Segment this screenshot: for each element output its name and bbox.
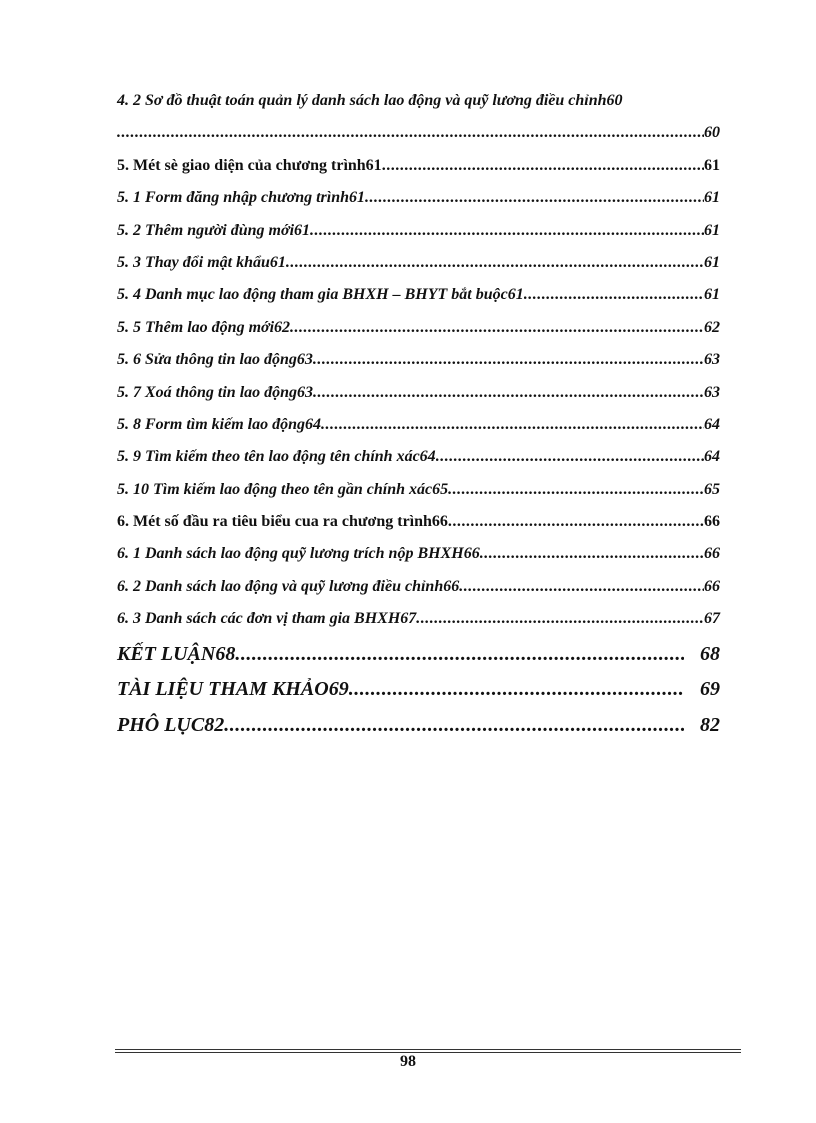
toc-entry xyxy=(117,92,720,124)
toc-entry xyxy=(117,481,720,513)
table-of-contents xyxy=(117,92,720,749)
toc-leader-dots xyxy=(382,157,704,175)
toc-entry-title: 6. 3 Danh sách các đơn vị tham gia BHXH67 xyxy=(117,610,417,628)
toc-entry-title: 5. 2 Thêm người đùng mới61 xyxy=(117,221,311,239)
toc-entry xyxy=(117,286,720,318)
toc-leader-dots xyxy=(480,545,704,563)
toc-entry xyxy=(117,678,720,714)
toc-entry-title: 5. 8 Form tìm kiếm lao động64 xyxy=(117,415,322,433)
toc-entry-title: 5. 4 Danh mục lao động tham gia BHXH – BHYT bắt buộc61 xyxy=(117,286,524,304)
toc-leader-dots xyxy=(416,610,704,628)
toc-leader-dots xyxy=(321,416,704,434)
toc-entry-page: 62 xyxy=(704,318,720,336)
toc-entry-title: PHÔ LỤC82 xyxy=(117,713,225,736)
toc-leader-dots xyxy=(235,643,684,666)
toc-entry-title: 6. 2 Danh sách lao động và quỹ lương điều chỉnh66 xyxy=(117,577,460,595)
toc-entry xyxy=(117,416,720,448)
toc-entry-title: 5. 5 Thêm lao động mới62 xyxy=(117,318,291,336)
toc-leader-dots xyxy=(459,578,704,596)
toc-entry xyxy=(117,578,720,610)
toc-entry xyxy=(117,189,720,221)
toc-entry xyxy=(117,513,720,545)
toc-entry-title: 5. 3 Thay đổi mật khẩu61 xyxy=(117,253,286,271)
toc-leader-dots xyxy=(436,448,704,466)
toc-entry-title: 5. 7 Xoá thông tin lao động63 xyxy=(117,383,314,401)
toc-leader-dots xyxy=(349,678,684,701)
toc-leader-dots xyxy=(365,189,704,207)
toc-entry-page: 82 xyxy=(700,713,720,736)
toc-entry-title: 5. 6 Sửa thông tin lao động63 xyxy=(117,351,313,369)
page-number: 98 xyxy=(400,1053,416,1070)
toc-entry xyxy=(117,351,720,383)
toc-entry-continuation xyxy=(117,124,720,156)
toc-leader-dots xyxy=(524,286,704,304)
toc-leader-dots xyxy=(286,254,704,272)
toc-entry-page: 61 xyxy=(704,286,720,304)
toc-entry xyxy=(117,545,720,577)
toc-entry-title: 5. 1 Form đăng nhập chương trình61 xyxy=(117,189,366,207)
toc-entry-page: 68 xyxy=(700,642,720,665)
toc-entry-page: 65 xyxy=(704,480,720,498)
toc-entry xyxy=(117,448,720,480)
toc-entry xyxy=(117,384,720,416)
toc-entry-title: 5. 9 Tìm kiếm theo tên lao động tên chính xác64 xyxy=(117,448,436,466)
toc-entry-title: 6. Mét số đầu ra tiêu biểu cua ra chương trình66 xyxy=(117,513,448,531)
toc-entry-page: 63 xyxy=(704,351,720,369)
toc-leader-dots xyxy=(448,513,704,531)
toc-leader-dots xyxy=(224,714,684,737)
toc-entry-page: 66 xyxy=(704,545,720,563)
toc-entry xyxy=(117,319,720,351)
toc-entry-page: 61 xyxy=(704,156,720,174)
toc-entry xyxy=(117,254,720,286)
toc-leader-dots xyxy=(117,124,704,142)
toc-entry xyxy=(117,643,720,679)
toc-entry-title: 5. Mét sè giao diện của chương trình61 xyxy=(117,156,382,174)
toc-entry-title: KẾT LUẬN68 xyxy=(117,642,236,665)
toc-entry-page: 66 xyxy=(704,513,720,531)
toc-leader-dots xyxy=(313,384,704,402)
toc-entry-title: TÀI LIỆU THAM KHẢO69 xyxy=(117,678,349,701)
toc-entry-page: 61 xyxy=(704,253,720,271)
toc-entry-page: 61 xyxy=(704,221,720,239)
toc-entry-title: 6. 1 Danh sách lao động quỹ lương trích nộp BHXH66 xyxy=(117,545,480,563)
toc-entry xyxy=(117,610,720,642)
toc-entry xyxy=(117,222,720,254)
toc-entry xyxy=(117,157,720,189)
toc-entry-page: 66 xyxy=(704,577,720,595)
toc-entry-page: 60 xyxy=(704,124,720,142)
toc-leader-dots xyxy=(313,351,704,369)
toc-leader-dots xyxy=(448,481,704,499)
toc-entry-page: 63 xyxy=(704,383,720,401)
toc-entry-page: 64 xyxy=(704,448,720,466)
toc-entry-page: 61 xyxy=(704,189,720,207)
toc-entry-title: 4. 2 Sơ đồ thuật toán quản lý danh sách lao động và quỹ lương điều chỉnh60 xyxy=(117,92,623,109)
toc-entry-page: 64 xyxy=(704,415,720,433)
toc-leader-dots xyxy=(290,319,704,337)
toc-entry xyxy=(117,714,720,750)
toc-entry-page: 69 xyxy=(700,678,720,701)
toc-leader-dots xyxy=(310,222,704,240)
toc-entry-page: 67 xyxy=(704,610,720,628)
toc-entry-title: 5. 10 Tìm kiếm lao động theo tên gần chính xác65 xyxy=(117,480,449,498)
